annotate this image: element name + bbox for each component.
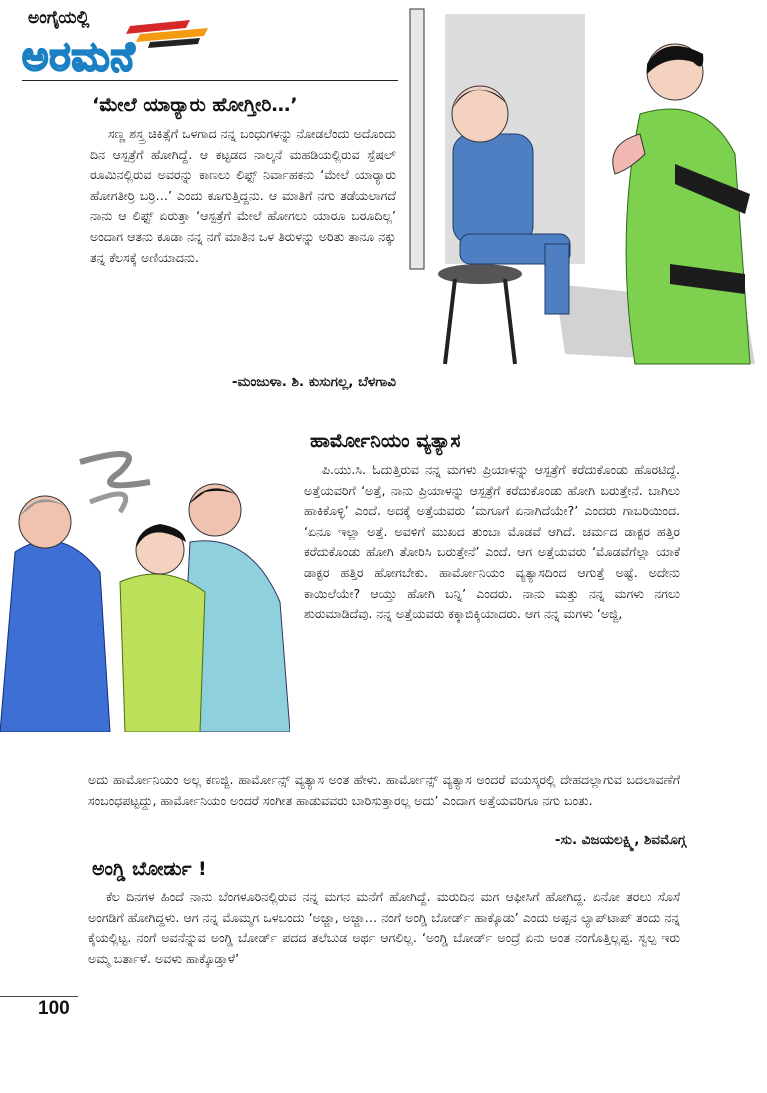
daughter-dress xyxy=(120,574,205,732)
section-kicker: ಅಂಗೈಯಲ್ಲಿ xyxy=(28,8,90,28)
header-rule xyxy=(22,80,398,81)
mother-head xyxy=(189,484,241,536)
story1-body xyxy=(90,124,396,268)
story3-title: ಅಂಗ್ಡಿ ಬೋರ್ಡು ! xyxy=(92,858,207,880)
stool-seat xyxy=(438,264,522,284)
story2-text-bottom: ಅದು ಹಾರ್ಮೋನಿಯಂ ಅಲ್ಲ ಕಣಜ್ಜಿ. ಹಾರ್ಮೋನ್ಸ್ ವ್ಯತ್ಯಾಸ ಅಂತ ಹೇಳು. ಹಾರ್ಮೋನ್ಸ್ ವ್ಯತ್ಯಾಸ ಅಂದರೆ ವಯಸ್ಕರಲ್ಲಿ ದೇಹದಲ್ಲಾಗುವ ಬದಲಾವಣೆಗೆ ಸಂಬಂಧಪಟ್ಟದ್ದು, ಹಾರ್ಮೋನಿಯಂ ಅಂದರೆ ಸಂಗೀತ ಹಾಡುವವರು ಬಾರಿಸುತ್ತಾರಲ್ಲ ಅದು’ ಎಂದಾಗ ಅತ್ತೆಯವರಿಗೂ ನಗು ಬಂತು. xyxy=(88,772,680,808)
smoke-swirl xyxy=(80,454,150,485)
story3-body xyxy=(88,887,680,969)
man-shirt xyxy=(453,134,533,244)
illustration-three-women xyxy=(0,432,290,732)
woman-sari xyxy=(626,109,750,364)
lift-door xyxy=(410,9,424,269)
story2-text-top: ಪಿ.ಯು.ಸಿ. ಓದುತ್ತಿರುವ ನನ್ನ ಮಗಳು ಪ್ರಿಯಾಳನ್ನು ಆಸ್ಪತ್ರೆಗೆ ಕರೆದುಕೊಂಡು ಹೊರಟಿದ್ದೆ. ಅತ್ತೆಯವರಿಗೆ ‘ಅತ್ತೆ, ನಾನು ಪ್ರಿಯಾಳನ್ನು ಆಸ್ಪತ್ರೆಗೆ ಕರೆದುಕೊಂಡು ಹೋಗಿ ಬರುತ್ತೇನೆ. ಬಾಗಿಲು ಹಾಕಿಕೊಳ್ಳಿ’ ಎಂದೆ. ಅದಕ್ಕೆ ಅತ್ತೆಯವರು ‘ಮಗೂಗೆ ಏನಾಗಿದೆಯೇ?’ ಎಂದರು ಗಾಬರಿಯಿಂದ. ‘ಏನೂ ಇಲ್ಲಾ ಅತ್ತೆ. ಅವಳಿಗೆ ಮುಖದ ತುಂಬಾ ಮೊಡವೆ ಆಗಿದೆ. ಚರ್ಮದ ಡಾಕ್ಟರ ಹತ್ತಿರ ಕರೆದುಕೊಂಡು ಹೋಗಿ ತೋರಿಸಿ ಬರುತ್ತೇನೆ’ ಎಂದೆ. ಆಗ ಅತ್ತೆಯವರು ‘ಮೊಡವೆಗೆಲ್ಲಾ ಯಾಕೆ ಡಾಕ್ಟರ ಹತ್ತಿರ ಹೋಗಬೇಕು. ಹಾರ್ಮೋನಿಯಂ ವ್ಯತ್ಯಾಸದಿಂದ ಆಗುತ್ತೆ ಅಷ್ಟೆ. ಅದೇನು ಕಾಯಿಲೆಯೇ? ಆಯ್ತು ಹೋಗಿ ಬನ್ನಿ’ ಎಂದರು. ನಾನು ಮತ್ತು ನನ್ನ ಮಗಳು ನಗಲು ಶುರುಮಾಡಿದೆವು. ನನ್ನ ಅತ್ತೆಯವರು ಕಕ್ಕಾಬಿಕ್ಕಿಯಾದರು. ಆಗ ನನ್ನ ಮಗಳು ‘ಅಜ್ಜಿ, xyxy=(304,462,680,622)
story2-body-bottom xyxy=(88,770,680,811)
story2-body-top xyxy=(304,460,680,625)
page-number: 100 xyxy=(38,998,70,1019)
man-head xyxy=(452,86,508,142)
stool-leg xyxy=(505,279,515,364)
man-leg xyxy=(545,244,569,314)
story1-title: ‘ಮೇಲೆ ಯಾರ‍್ಯಾರು ಹೋಗ್ತೀರಿ…’ xyxy=(92,94,298,116)
story2-byline: -ಸು. ವಿಜಯಲಕ್ಷ್ಮಿ, ಶಿವಮೊಗ್ಗ xyxy=(554,832,686,848)
smoke-swirl xyxy=(90,494,126,512)
grandmother-head xyxy=(19,496,71,548)
magazine-logo: ಅರಮನೆ xyxy=(22,34,136,80)
illustration-lift-scene xyxy=(405,4,767,372)
story1-text: ಸಣ್ಣ ಶಸ್ತ್ರ ಚಿಕಿತ್ಸೆಗೆ ಒಳಗಾದ ನನ್ನ ಬಂಧುಗಳನ್ನು ನೋಡಲೆಂದು ಅದೊಂದು ದಿನ ಆಸ್ಪತ್ರೆಗೆ ಹೋಗಿದ್ದೆ. ಆ ಕಟ್ಟಡದ ನಾಲ್ಕನೆ ಮಹಡಿಯಲ್ಲಿರುವ ಸ್ಪೆಷಲ್ ರೂಮಿನಲ್ಲಿರುವ ಅವರನ್ನು ಕಾಣಲು ಲಿಫ್ಟ್ ನಿರ್ವಾಹಕನು ‘ಮೇಲೆ ಯಾರ‍್ಯಾರು ಹೋಗತೀರ‍್ರಿ ಬರ‍್ರಿ…’ ಎಂದು ಕೂಗುತ್ತಿದ್ದನು. ಆ ಮಾತಿಗೆ ನಗು ತಡೆಯಲಾಗದೆ ನಾನು ಆ ಲಿಫ್ಟ್ ಏರುತ್ತಾ ‘ಆಸ್ಪತ್ರೆಗೆ ಮೇಲೆ ಹೋಗಲು ಯಾರೂ ಬರೂದಿಲ್ಲ’ ಅಂದಾಗ ಆತನು ಕೂಡಾ ನನ್ನ ನಗೆ ಮಾತಿನ ಒಳ ತಿರುಳನ್ನು ಅರಿತು ತಾನೂ ನಕ್ಕು ತನ್ನ ಕೆಲಸಕ್ಕೆ ಅಣಿಯಾದನು. xyxy=(90,126,396,265)
stool-leg xyxy=(445,279,455,364)
grandmother-sari xyxy=(0,541,110,732)
story2-title: ಹಾರ್ಮೋನಿಯಂ ವ್ಯತ್ಯಾಸ xyxy=(310,430,461,452)
story3-text: ಕೆಲ ದಿನಗಳ ಹಿಂದೆ ನಾನು ಬೆಂಗಳೂರಿನಲ್ಲಿರುವ ನನ್ನ ಮಗನ ಮನೆಗೆ ಹೋಗಿದ್ದೆ. ಮರುದಿನ ಮಗ ಆಫೀಸಿಗೆ ಹೋಗಿದ್ದ. ಏನೋ ತರಲು ಸೊಸೆ ಅಂಗಡಿಗೆ ಹೋಗಿದ್ದಳು. ಆಗ ನನ್ನ ಮೊಮ್ಮಗ ಒಳಬಂದು ‘ಅಜ್ಜಾ, ಅಜ್ಜಾ… ನಂಗೆ ಅಂಗ್ಡಿ ಬೋರ್ಡ್ ಹಾಕ್ಕೊಡು’ ಎಂದು ಅಪ್ಪನ ಲ್ಯಾಪ್‌ಟಾಪ್ ತಂದು ನನ್ನ ಕೈಯಲ್ಲಿಟ್ಟ. ನಂಗೆ ಅವನೆನ್ನುವ ಅಂಗ್ಡಿ ಬೋರ್ಡ್ ಪದದ ತಲೆಬುಡ ಅರ್ಥ ಆಗಲಿಲ್ಲ. ‘ಅಂಗ್ಡಿ ಬೋರ್ಡ್ ಅಂದ್ರೆ ಏನು ಅಂತ ನಂಗೊತ್ತಿಲ್ಲಪ್ಪ. ಸ್ವಲ್ಪ ಇರು ಅಮ್ಮ ಬರ್ತಾಳೆ. ಅವಳು ಹಾಕ್ಕೊಡ್ತಾಳೆ’ xyxy=(88,889,680,966)
page-number-rule xyxy=(0,996,78,997)
story1-byline: -ಮಂಜುಳಾ. ಶಿ. ಕುಸುಗಲ್ಲ, ಬೆಳಗಾವಿ xyxy=(231,374,396,390)
